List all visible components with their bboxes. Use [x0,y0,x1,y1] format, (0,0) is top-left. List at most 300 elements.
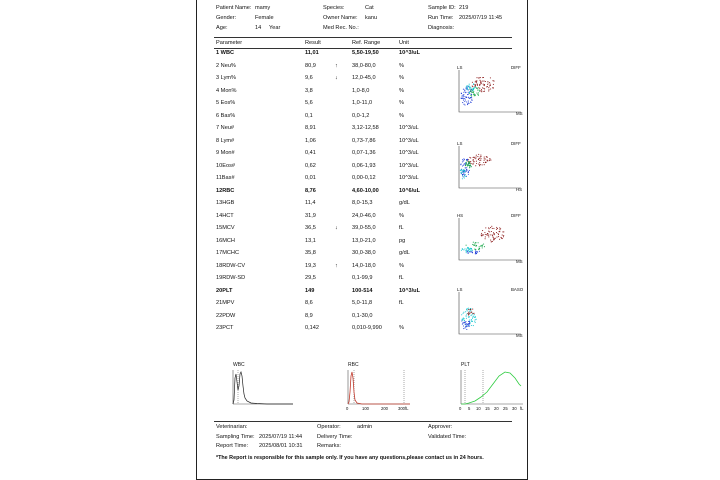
scatter-point [480,77,481,78]
wbc-histogram [227,360,297,414]
param-range: 14,0-18,0 [352,262,376,269]
scatter-point [466,160,467,161]
approver-label: Approver: [428,424,453,430]
scatter-point [482,245,483,246]
scatter-point [464,104,465,105]
scatter-point [472,252,473,253]
param-unit: pg [399,237,406,244]
scatter-point [465,311,466,312]
scatter-point [484,158,485,159]
scatter-point [479,162,480,163]
param-name: 4 Mon% [216,87,237,94]
scatter-point [469,313,470,314]
report-page [196,0,528,480]
scatter-point [466,323,467,324]
scatter-point [473,89,474,90]
scatter-point [466,159,467,160]
scatter-point [464,318,465,319]
scatter-point [474,94,475,95]
scatter-point [487,157,488,158]
scatter-left-label: LS [457,287,463,292]
scatter-point [471,96,472,97]
scatter-point [480,160,481,161]
scatter-point [461,169,462,170]
report-time-value: 2025/08/01 10:31 [259,443,303,449]
scatter-point [466,248,467,249]
scatter-point [462,178,463,179]
scatter-point [503,236,504,237]
scatter-point [463,176,464,177]
scatter-point [462,324,463,325]
scatter-axis-label: MS [516,333,523,338]
scatter-point [490,88,491,89]
scatter-left-label: LS [457,141,463,146]
scatter-point [468,94,469,95]
scatter-plot [455,62,527,118]
scatter-point [474,314,475,315]
scatter-left-label: LS [457,65,463,70]
scatter-point [498,236,499,237]
scatter-point [475,95,476,96]
scatter-point [475,158,476,159]
scatter-point [482,77,483,78]
scatter-point [480,155,481,156]
scatter-point [464,101,465,102]
scatter-point [493,84,494,85]
scatter-point [473,163,474,164]
scatter-point [463,313,464,314]
scatter-point [478,159,479,160]
scatter-point [487,82,488,83]
scatter-point [487,84,488,85]
wbc-histogram-plot [227,360,297,414]
scatter-point [473,316,474,317]
run-time-label: Run Time: [428,15,454,21]
scatter-point [471,94,472,95]
scatter-axis-label: MS [516,259,523,264]
param-result: 8,76 [305,187,316,194]
scatter-point [489,231,490,232]
scatter-point [466,252,467,253]
param-name: 8 Lym# [216,137,235,144]
param-unit: 10^3/uL [399,137,419,144]
scatter-point [462,319,463,320]
scatter-point [475,86,476,87]
scatter-point [461,93,462,94]
scatter-point [460,170,461,171]
scatter-point [499,227,500,228]
scatter-plot [455,284,527,340]
param-result: 13,1 [305,237,316,244]
scatter-point [473,91,474,92]
scatter-point [467,94,468,95]
param-range: 12,0-45,0 [352,75,376,81]
param-unit: g/dL [399,250,410,256]
param-result: 0,1 [305,112,313,119]
scatter-point [468,253,469,254]
scatter-point [468,174,469,175]
scatter-point [486,162,487,163]
scatter-point [473,325,474,326]
param-unit: % [399,62,404,69]
scatter-point [482,247,483,248]
scatter-point [476,82,477,83]
scatter-point [466,314,467,315]
plt-tick-1: 5 [468,406,471,411]
scatter-point [461,96,462,97]
scatter-point [477,84,478,85]
scatter-point [498,234,499,235]
scatter-point [465,167,466,168]
scatter-point [493,228,494,229]
param-name: 9 Mon# [216,150,235,156]
scatter-point [462,97,463,98]
scatter-point [473,313,474,314]
scatter-point [468,159,469,160]
scatter-point [493,232,494,233]
rbc-tick-1: 100 [362,406,369,411]
scatter-point [472,85,473,86]
param-range: 30,0-38,0 [352,250,376,256]
scatter-point [491,226,492,227]
param-result: 9,6 [305,75,313,81]
param-result: 0,62 [305,162,316,169]
scatter-point [475,252,476,253]
scatter-point [467,324,468,325]
param-unit: % [399,100,404,106]
scatter-point [472,88,473,89]
scatter-point [503,231,504,232]
scatter-point [493,239,494,240]
param-unit: fL [399,225,404,231]
veterinarian-label: Veterinarian: [216,424,248,430]
scatter-point [469,98,470,99]
scatter-point [469,84,470,85]
rbc-tick-3: 300fL [398,406,409,411]
scatter-point [463,89,464,90]
scatter-point [472,309,473,310]
scatter-point [466,85,467,86]
scatter-point [487,81,488,82]
param-unit: 10^6/uL [399,187,420,194]
scatter-point [468,89,469,90]
scatter-right-label: DIFF [511,213,521,218]
scatter-point [464,248,465,249]
scatter-point [489,85,490,86]
param-name: 7 Neu# [216,125,235,131]
scatter-point [478,95,479,96]
param-unit: % [399,75,404,81]
param-unit: 10^3/uL [399,125,419,131]
scatter-point [470,322,471,323]
scatter-point [468,172,469,173]
scatter-point [466,169,467,170]
scatter-point [492,237,493,238]
param-unit: 10^3/uL [399,150,419,156]
scatter-point [473,242,474,243]
scatter-point [473,84,474,85]
param-name: 2 Neu% [216,62,236,69]
scatter-point [476,155,477,156]
param-name: 10Eos# [216,162,235,169]
scatter-point [475,251,476,252]
scatter-point [464,159,465,160]
scatter-point [485,81,486,82]
scatter-point [488,236,489,237]
rbc-curve [348,372,410,404]
scatter-point [488,90,489,91]
scatter-point [469,324,470,325]
scatter-point [463,317,464,318]
scatter-point [469,167,470,168]
param-unit: 10^3/uL [399,287,420,294]
table-row [197,200,529,210]
scatter-axis-label: HS [516,187,523,192]
scatter-point [475,322,476,323]
scatter-point [500,237,501,238]
scatter-point [467,310,468,311]
scatter-point [489,160,490,161]
scatter-point [466,309,467,310]
param-name: 17MCHC [216,250,240,256]
param-result: 0,142 [305,325,319,331]
scatter-point [492,228,493,229]
age-label: Age: [216,25,228,31]
scatter-point [473,159,474,160]
scatter-point [484,157,485,158]
scatter-point [484,164,485,165]
scatter-point [471,312,472,313]
scatter-point [502,235,503,236]
scatter-point [476,319,477,320]
scatter-point [465,174,466,175]
scatter-point [473,94,474,95]
param-name: 22PDW [216,312,236,319]
param-range: 13,0-21,0 [352,237,376,244]
scatter-point [483,162,484,163]
scatter-point [463,249,464,250]
scatter-point [463,100,464,101]
scatter-point [480,164,481,165]
param-range: 4,60-10,00 [352,187,379,194]
param-result: 31,9 [305,212,316,219]
wbc-histogram-label: WBC [233,362,245,368]
rbc-histogram [342,360,422,414]
scatter-point [480,158,481,159]
scatter-point [479,91,480,92]
scatter-point [467,248,468,249]
scatter-point [482,246,483,247]
scatter-point [485,238,486,239]
param-unit: % [399,112,404,119]
scatter-point [472,92,473,93]
scatter-point [461,98,462,99]
param-range: 0,06-1,93 [352,162,376,169]
scatter-point [464,176,465,177]
param-result: 5,6 [305,100,313,106]
scatter-point [474,95,475,96]
scatter-axis-label: MS [516,111,523,116]
param-range: 38,0-80,0 [352,62,376,69]
scatter-point [463,96,464,97]
param-result: 8,9 [305,312,313,319]
scatter-point [467,103,468,104]
param-unit: 10^3/uL [399,50,420,56]
scatter-point [470,251,471,252]
species-label: Species: [323,5,345,11]
scatter-point [471,100,472,101]
param-unit: % [399,87,404,94]
scatter-point [462,170,463,171]
scatter-point [483,84,484,85]
scatter-point [471,315,472,316]
scatter-point [475,81,476,82]
scatter-point [488,87,489,88]
scatter-point [478,154,479,155]
scatter-point [462,175,463,176]
age-value: 14 [255,25,262,31]
scatter-point [468,308,469,309]
owner-label: Owner Name: [323,15,358,21]
scatter-point [500,228,501,229]
plt-histogram [455,360,529,414]
scatter-point [465,321,466,322]
scatter-point [477,156,478,157]
scatter-point [490,227,491,228]
scatter-point [481,233,482,234]
scatter-point [466,101,467,102]
scatter-right-label: DIFF [511,141,521,146]
col-result: Result [305,40,321,46]
scatter-point [497,228,498,229]
scatter-point [486,86,487,87]
scatter-point [475,165,476,166]
scatter-point [468,309,469,310]
scatter-point [482,87,483,88]
scatter-point [466,250,467,251]
scatter-point [469,320,470,321]
scatter-point [472,250,473,251]
plt-tick-3: 15 [485,406,490,411]
param-name: 6 Bas% [216,112,236,119]
param-result: 1,06 [305,137,316,144]
scatter-point [473,157,474,158]
scatter-point [492,241,493,242]
scatter-point [464,177,465,178]
scatter-point [470,91,471,92]
delivery-time-label: Delivery Time: [317,434,353,440]
scatter-point [464,320,465,321]
scatter-point [470,97,471,98]
param-unit: % [399,212,404,219]
scatter-point [484,91,485,92]
scatter-point [462,165,463,166]
scatter-point [476,77,477,78]
scatter-point [479,85,480,86]
scatter-point [463,165,464,166]
param-result: 11,01 [305,50,319,56]
scatter-point [466,87,467,88]
scatter-point [481,235,482,236]
scatter-point [469,163,470,164]
scatter-point [496,227,497,228]
param-unit: g/dL [399,200,410,206]
scatter-point [468,326,469,327]
scatter-point [477,94,478,95]
scatter-point [461,320,462,321]
scatter-point [471,319,472,320]
param-name: 18RDW-CV [216,262,246,269]
scatter-point [478,87,479,88]
scatter-point [476,163,477,164]
param-unit: fL [399,300,404,306]
scatter-point [491,231,492,232]
scatter-point [468,86,469,87]
param-range: 1,0-8,0 [352,87,370,94]
plt-tick-6: 30 [512,406,517,411]
scatter-point [470,102,471,103]
scatter-point [478,242,479,243]
scatter-point [477,90,478,91]
param-name: 11Bas# [216,175,235,181]
param-name: 12RBC [216,187,235,194]
scatter-point [490,240,491,241]
patient-name-label: Patient Name: [216,5,252,11]
scatter-point [469,249,470,250]
scatter-point [467,159,468,160]
scatter-point [481,91,482,92]
scatter-point [481,89,482,90]
scatter-point [464,98,465,99]
scatter-point [496,229,497,230]
scatter-point [462,95,463,96]
sample-id-value: 219 [459,5,469,11]
param-name: 20PLT [216,287,233,294]
scatter-point [480,156,481,157]
scatter-point [475,249,476,250]
scatter-point [473,161,474,162]
scatter-point [478,164,479,165]
scatter-point [462,172,463,173]
scatter-point [471,163,472,164]
scatter-point [484,232,485,233]
scatter-point [475,242,476,243]
scatter-point [467,88,468,89]
scatter-point [477,251,478,252]
param-name: 15MCV [216,225,235,231]
plt-tick-7: fL [520,406,524,411]
col-ref-range: Ref. Range [352,40,381,46]
param-result: 36,5 [305,225,316,231]
scatter-point [478,77,479,78]
scatter-point [502,238,503,239]
scatter-point [465,176,466,177]
scatter-point [463,169,464,170]
param-range: 0,73-7,86 [352,137,376,144]
param-flag: ↓ [335,75,338,81]
scatter-point [471,92,472,93]
scatter-point [483,234,484,235]
scatter-point [487,160,488,161]
scatter-point [484,160,485,161]
param-range: 0,1-99,9 [352,275,373,281]
table-row [197,125,529,135]
scatter-point [462,159,463,160]
scatter-point [479,80,480,81]
scatter-point [469,89,470,90]
table-header-divider [214,48,512,49]
scatter-point [464,90,465,91]
